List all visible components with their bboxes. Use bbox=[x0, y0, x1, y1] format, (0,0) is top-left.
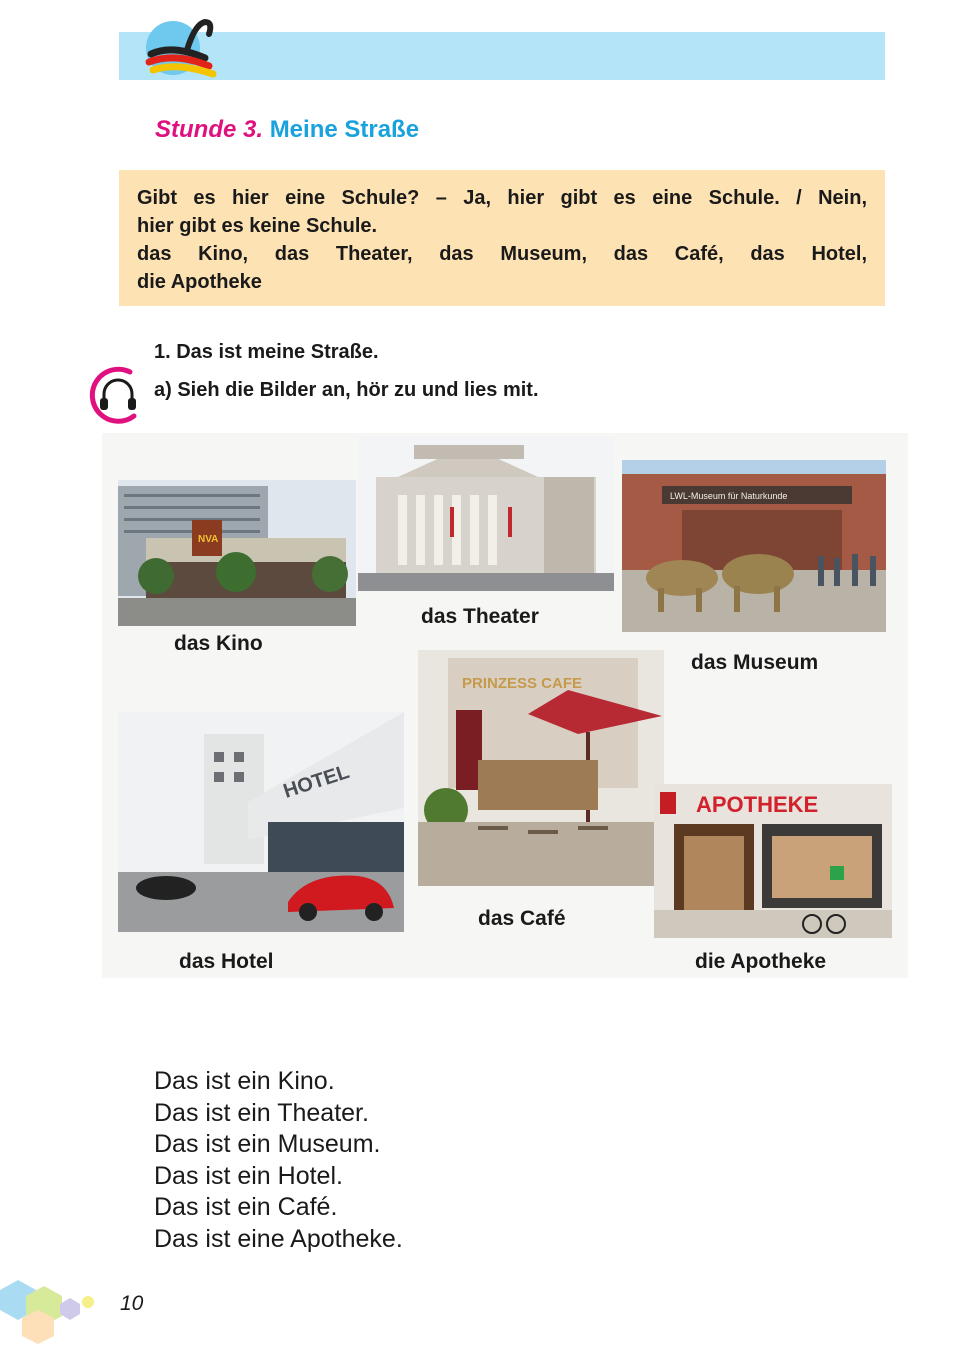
task-title: 1. Das ist meine Straße. bbox=[154, 341, 379, 363]
lesson-title bbox=[155, 116, 419, 144]
cafe-photo bbox=[418, 650, 664, 886]
apotheke-sign: APOTHEKE bbox=[696, 792, 819, 817]
sentence: Das ist ein Café. bbox=[154, 1193, 338, 1221]
caption-apotheke: die Apotheke bbox=[695, 950, 827, 973]
logo-icon bbox=[143, 14, 219, 80]
museum-sign: LWL-Museum für Naturkunde bbox=[670, 491, 788, 501]
sentence: Das ist eine Apotheke. bbox=[154, 1224, 403, 1253]
grammar-box bbox=[119, 170, 885, 306]
decorative-hexagons-icon bbox=[0, 1280, 100, 1344]
cafe-sign: PRINZESS CAFE bbox=[462, 675, 583, 692]
hotel-photo bbox=[118, 712, 404, 932]
sentence: Das ist ein Museum. bbox=[154, 1130, 381, 1158]
sentence: Das ist ein Hotel. bbox=[154, 1161, 343, 1190]
task-subtitle: a) Sieh die Bilder an, hör zu und lies mit. bbox=[154, 379, 539, 401]
grammar-line: Gibt es hier eine Schule? – Ja, hier gibt es eine Schule. / Nein, bbox=[137, 187, 867, 209]
lesson-topic: Meine Straße bbox=[269, 116, 420, 143]
grammar-line: hier gibt es keine Schule. bbox=[137, 215, 378, 237]
header-band bbox=[119, 32, 885, 80]
grammar-line: das Kino, das Theater, das Museum, das Café, das Hotel, bbox=[137, 243, 867, 265]
reading-sentences bbox=[154, 1066, 403, 1255]
page-number: 10 bbox=[120, 1292, 144, 1315]
sentence: Das ist ein Theater. bbox=[154, 1098, 369, 1127]
hotel-sign: HOTEL bbox=[280, 760, 353, 803]
lesson-number: Stunde 3. bbox=[155, 116, 264, 143]
theater-photo bbox=[358, 437, 614, 591]
apotheke-photo bbox=[654, 784, 892, 938]
caption-hotel: das Hotel bbox=[179, 950, 274, 973]
grammar-line: die Apotheke bbox=[137, 271, 262, 293]
caption-kino: das Kino bbox=[174, 632, 263, 655]
headphones-icon bbox=[86, 364, 148, 424]
kino-photo bbox=[118, 480, 356, 626]
caption-cafe: das Café bbox=[478, 907, 566, 930]
sentence: Das ist ein Kino. bbox=[154, 1067, 335, 1095]
caption-theater: das Theater bbox=[421, 605, 539, 628]
museum-photo bbox=[622, 460, 886, 632]
caption-museum: das Museum bbox=[691, 651, 819, 674]
kino-sign: NVA bbox=[198, 534, 219, 545]
